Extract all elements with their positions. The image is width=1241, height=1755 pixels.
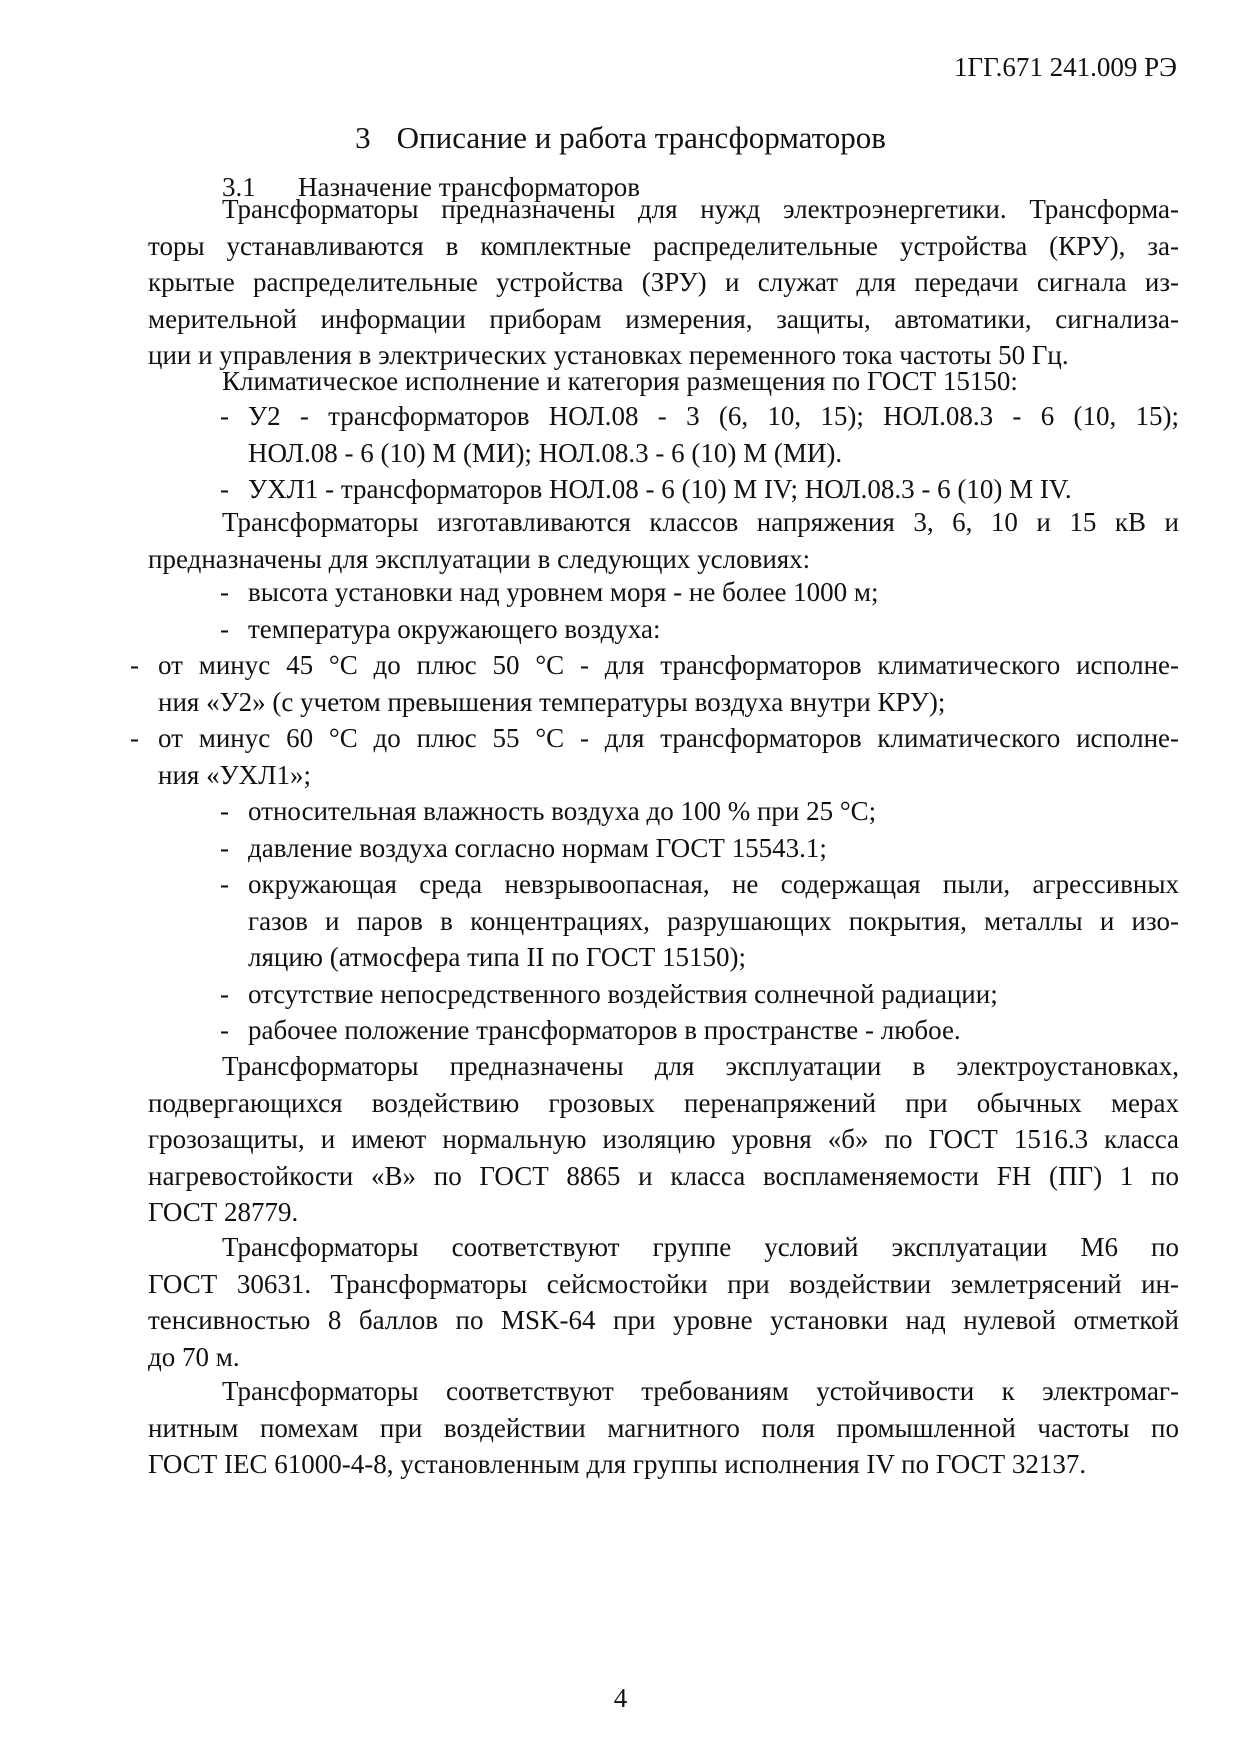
conditions-list xyxy=(148,574,1179,647)
paragraph-insulation xyxy=(148,1048,1179,1231)
text-line: Трансформаторы изготавливаются классов напряжения 3, 6, 10 и 15 кВ и xyxy=(222,507,1179,537)
list-item-altitude: - высота установки над уровнем моря - не более 1000 м; xyxy=(148,574,1179,611)
text-line: Трансформаторы предназначены для нужд электроэнергетики. Трансформа- xyxy=(222,194,1179,224)
temperature-list xyxy=(130,647,1179,793)
section-title-text: Описание и работа трансформаторов xyxy=(396,120,886,155)
text-line: Трансформаторы предназначены для эксплуатации в электроустановках, xyxy=(222,1051,1179,1081)
subsection-title: Назначение трансформаторов xyxy=(298,172,641,202)
paragraph-climate-intro xyxy=(148,363,1179,400)
list-item-sun: - отсутствие непосредственного воздействия солнечной радиации; xyxy=(148,976,1179,1013)
text-line: предназначены для эксплуатации в следующих условиях: xyxy=(148,543,811,574)
list-item-u2: - У2 - трансформаторов НОЛ.08 - 3 (6, 10, 15); НОЛ.08.3 - 6 (10, 15); xyxy=(148,398,1179,435)
list-dash: - xyxy=(220,978,229,1009)
list-dash: - xyxy=(220,869,229,899)
text-line: подвергающихся воздействию грозовых перенапряжений при обычных мерах xyxy=(148,1087,1179,1118)
list-dash: - xyxy=(220,832,229,863)
list-item-environment-cont: ляцию (атмосфера типа II по ГОСТ 15150); xyxy=(248,942,746,972)
list-dash: - xyxy=(220,474,229,504)
list-dash: - xyxy=(220,577,229,607)
text-line: ции и управления в электрических установках переменного тока частоты 50 Гц. xyxy=(148,340,1069,370)
list-dash: - xyxy=(220,613,229,644)
list-item-u2-cont: НОЛ.08 - 6 (10) М (МИ); НОЛ.08.3 - 6 (10) М (МИ). xyxy=(248,437,843,468)
list-item-temperature: - температура окружающего воздуха: xyxy=(148,611,1179,648)
paragraph-purpose xyxy=(148,191,1179,374)
text-line: Климатическое исполнение и категория размещения по ГОСТ 15150: xyxy=(222,366,1018,396)
list-dash: - xyxy=(220,1015,229,1045)
conditions-list-2 xyxy=(148,793,1179,1049)
list-item-position: - рабочее положение трансформаторов в пространстве - любое. xyxy=(148,1012,1179,1049)
text-line: ГОСТ 30631. Трансформаторы сейсмостойки при воздействии землетрясений ин- xyxy=(148,1268,1179,1299)
list-dash: - xyxy=(220,796,229,826)
list-item-temp-u2: - от минус 45 °С до плюс 50 °С - для трансформаторов климатического исполне- xyxy=(130,647,1179,684)
text-line: крытые распределительные устройства (ЗРУ) и служат для передачи сигнала из- xyxy=(148,267,1179,297)
list-item-temp-uhl1-cont: ния «УХЛ1»; xyxy=(158,759,311,790)
section-number: 3 xyxy=(355,120,371,155)
text-line: нитным помехам при воздействии магнитного поля промышленной частоты по xyxy=(148,1412,1179,1443)
list-item-environment: - окружающая среда невзрывоопасная, не содержащая пыли, агрессивных xyxy=(148,866,1179,903)
subsection-number: 3.1 xyxy=(222,172,256,202)
text-line: ГОСТ 28779. xyxy=(148,1197,299,1227)
list-dash: - xyxy=(130,723,139,753)
text-line: торы устанавливаются в комплектные распределительные устройства (КРУ), за- xyxy=(148,230,1179,261)
list-item-pressure: - давление воздуха согласно нормам ГОСТ 15543.1; xyxy=(148,830,1179,867)
paragraph-voltage-classes xyxy=(148,504,1179,577)
list-dash: - xyxy=(220,401,229,431)
section-title xyxy=(0,120,1241,156)
list-item-temp-uhl1: - от минус 60 °С до плюс 55 °С - для трансформаторов климатического исполне- xyxy=(130,720,1179,757)
text-line: тенсивностью 8 баллов по MSK-64 при уровне установки над нулевой отметкой xyxy=(148,1305,1179,1335)
text-line: нагревостойкости «В» по ГОСТ 8865 и класса воспламеняемости FH (ПГ) 1 по xyxy=(148,1160,1179,1191)
text-line: ГОСТ IEC 61000-4-8, установленным для группы исполнения IV по ГОСТ 32137. xyxy=(148,1449,1087,1479)
text-line: мерительной информации приборам измерения, защиты, автоматики, сигнализа- xyxy=(148,303,1179,334)
document-code: 1ГГ.671 241.009 РЭ xyxy=(953,52,1177,82)
paragraph-seismic xyxy=(148,1229,1179,1375)
list-item-humidity: - относительная влажность воздуха до 100 % при 25 °С; xyxy=(148,793,1179,830)
list-item-uhl1: - УХЛ1 - трансформаторов НОЛ.08 - 6 (10) М IV; НОЛ.08.3 - 6 (10) М IV. xyxy=(148,471,1179,508)
list-dash: - xyxy=(130,650,139,680)
list-item-temp-u2-cont: ния «У2» (с учетом превышения температуры воздуха внутри КРУ); xyxy=(158,686,946,717)
list-item-environment-cont: газов и паров в концентрациях, разрушающих покрытия, металлы и изо- xyxy=(248,905,1179,936)
climate-list xyxy=(148,398,1179,508)
text-line: грозозащиты, и имеют нормальную изоляцию уровня «б» по ГОСТ 1516.3 класса xyxy=(148,1124,1179,1154)
text-line: до 70 м. xyxy=(148,1341,240,1372)
text-line: Трансформаторы соответствуют группе условий эксплуатации М6 по xyxy=(222,1232,1179,1262)
text-line: Трансформаторы соответствуют требованиям устойчивости к электромаг- xyxy=(222,1376,1179,1406)
paragraph-emc xyxy=(148,1373,1179,1483)
page-number: 4 xyxy=(613,1683,628,1713)
